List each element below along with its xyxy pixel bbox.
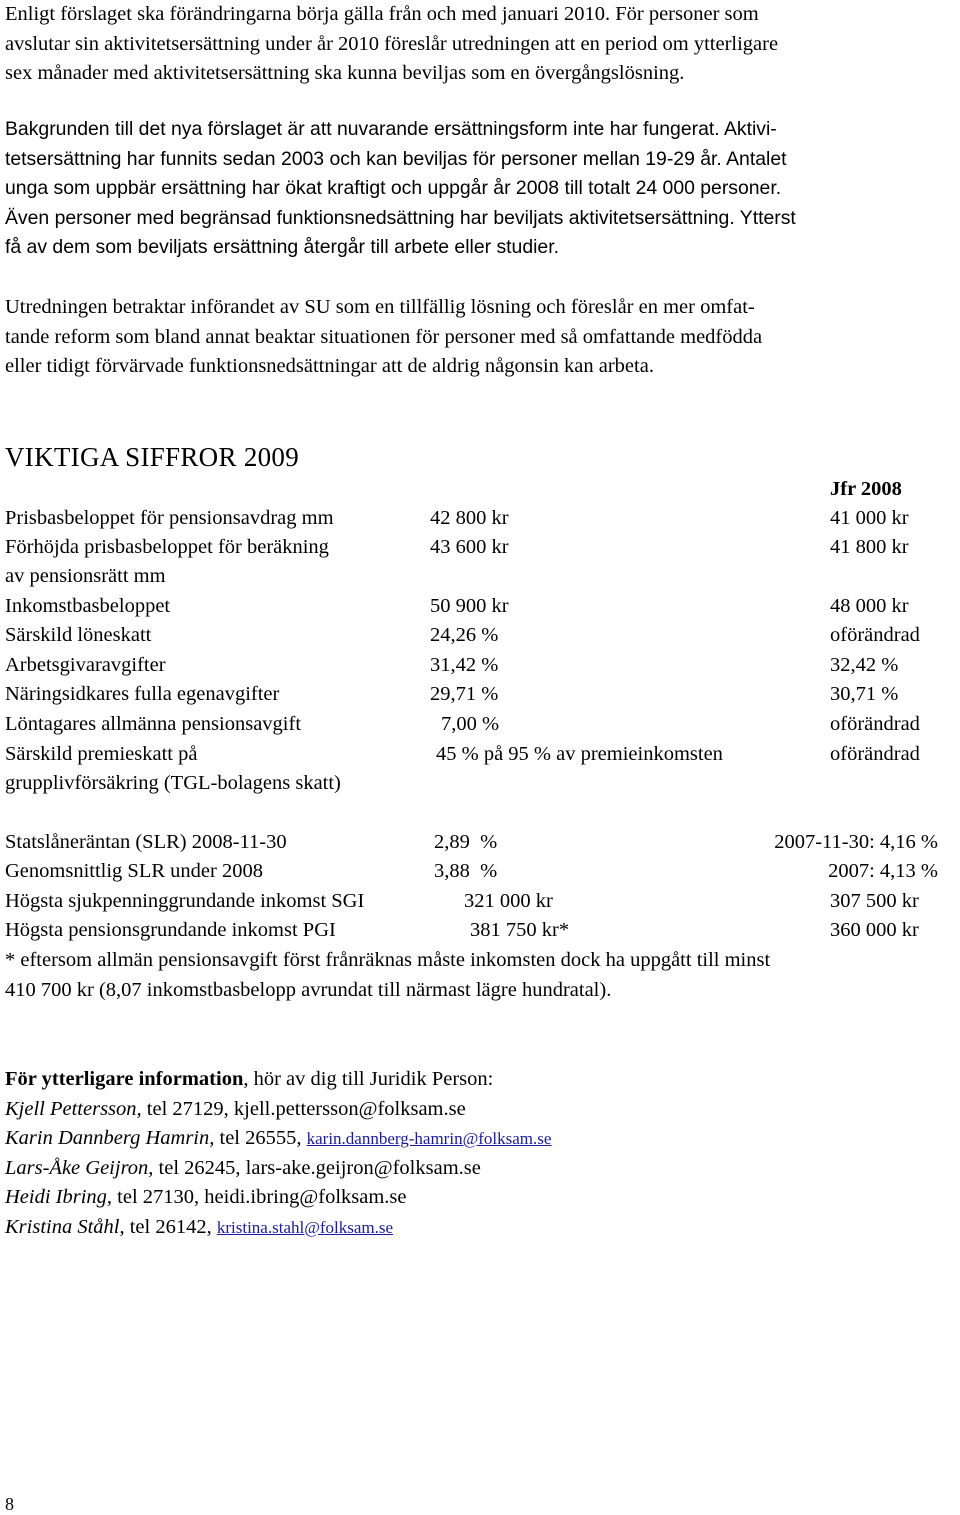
footnote-line: 410 700 kr (8,07 inkomstbasbelopp avrundat till närmast lägre hundratal).	[5, 978, 612, 1001]
contact-details: tel 27129, kjell.pettersson@folksam.se	[141, 1097, 466, 1120]
contacts-intro	[5, 1065, 955, 1095]
intro-line: avslutar sin aktivitetsersättning under år 2010 föreslår utredningen att en period om ytterligare	[5, 32, 779, 55]
background-line: Även personer med begränsad funktionsnedsättning har beviljats aktivitetsersättning. Ytterst	[5, 206, 796, 229]
row-label-continued: av pensionsrätt mm	[5, 565, 166, 587]
contacts-section	[5, 1065, 955, 1242]
row-compare: oförändrad	[830, 743, 920, 765]
background-line: få av dem som beviljats ersättning återgår till arbete eller studier.	[5, 236, 559, 258]
row-label: Särskild premieskatt på	[5, 743, 198, 765]
row-compare: oförändrad	[830, 713, 920, 735]
row-label: Inkomstbasbeloppet	[5, 595, 171, 617]
row-label: Näringsidkares fulla egenavgifter	[5, 683, 280, 705]
footnote	[5, 946, 955, 1005]
contact-item	[5, 1183, 955, 1213]
row-value: 7,00 %	[441, 713, 500, 735]
row-compare: 30,71 %	[830, 683, 899, 705]
compare-column-header: Jfr 2008	[830, 478, 902, 500]
figures-heading: VIKTIGA SIFFROR 2009	[5, 442, 300, 472]
row-label: Prisbasbeloppet för pensionsavdrag mm	[5, 507, 334, 529]
row-label: Särskild löneskatt	[5, 624, 152, 646]
row-value: 45 % på 95 % av premieinkomsten	[436, 743, 723, 765]
contact-name: Kjell Pettersson,	[5, 1097, 142, 1120]
row-value: 42 800 kr	[430, 507, 509, 529]
row-compare: 2007-11-30: 4,16 %	[774, 831, 938, 853]
row-compare: 32,42 %	[830, 654, 899, 676]
row-compare: oförändrad	[830, 624, 920, 646]
inquiry-line: Utredningen betraktar införandet av SU som en tillfällig lösning och föreslår en mer omfat-	[5, 296, 755, 318]
inquiry-line: tande reform som bland annat beaktar situationen för personer med så omfattande medfödda	[5, 325, 763, 348]
row-label: Genomsnittlig SLR under 2008	[5, 860, 263, 882]
row-value: 43 600 kr	[430, 536, 509, 558]
footnote-line: * eftersom allmän pensionsavgift först frånräknas måste inkomsten dock ha uppgått till minst	[5, 949, 771, 971]
contact-details: tel 26555,	[214, 1127, 307, 1149]
contact-details: , tel 26245, lars-ake.geijron@folksam.se	[148, 1156, 481, 1179]
row-label: Förhöjda prisbasbeloppet för beräkning	[5, 536, 329, 558]
row-compare: 41 000 kr	[830, 507, 909, 529]
row-value: 2,89 %	[434, 831, 498, 853]
contact-item	[5, 1095, 955, 1125]
row-value: 381 750 kr*	[470, 919, 570, 941]
intro-line: sex månader med aktivitetsersättning ska kunna beviljas som en övergångslösning.	[5, 62, 685, 84]
row-compare: 2007: 4,13 %	[828, 860, 938, 882]
contact-item	[5, 1124, 955, 1154]
background-line: Bakgrunden till det nya förslaget är att nuvarande ersättningsform inte har fungerat. Aktivi-	[5, 118, 777, 140]
row-compare: 41 800 kr	[830, 536, 909, 558]
inquiry-line: eller tidigt förvärvade funktionsnedsättningar att de aldrig någonsin kan arbeta.	[5, 355, 654, 377]
row-value: 50 900 kr	[430, 595, 509, 617]
contact-email-link[interactable]: karin.dannberg-hamrin@folksam.se	[306, 1129, 552, 1148]
contact-item	[5, 1213, 955, 1243]
contacts-intro-rest: , hör av dig till Juridik Person:	[243, 1068, 494, 1090]
contact-details: , tel 27130, heidi.ibring@folksam.se	[106, 1186, 407, 1208]
row-value: 29,71 %	[430, 683, 499, 705]
row-label: Löntagares allmänna pensionsavgift	[5, 713, 302, 735]
row-label: Högsta pensionsgrundande inkomst PGI	[5, 919, 336, 941]
background-line: tetsersättning har funnits sedan 2003 och kan beviljas för personer mellan 19-29 år. Antalet	[5, 147, 787, 170]
page-number: 8	[5, 1494, 14, 1514]
row-label: Statslåneräntan (SLR) 2008-11-30	[5, 831, 287, 853]
contacts-intro-bold: För ytterligare information	[5, 1068, 244, 1090]
row-value: 321 000 kr	[464, 890, 553, 912]
row-value: 24,26 %	[430, 624, 499, 646]
contact-item	[5, 1154, 955, 1184]
background-paragraph	[5, 115, 955, 263]
row-label-continued: grupplivförsäkring (TGL-bolagens skatt)	[5, 772, 341, 794]
row-value: 3,88 %	[434, 860, 498, 882]
contact-email-link[interactable]: kristina.stahl@folksam.se	[216, 1217, 394, 1237]
inquiry-paragraph	[5, 293, 955, 382]
background-line: unga som uppbär ersättning har ökat kraftigt och uppgår år 2008 till totalt 24 000 personer.	[5, 177, 782, 199]
row-value: 31,42 %	[430, 654, 499, 676]
row-compare: 307 500 kr	[830, 890, 919, 912]
contact-name: Kristina Ståhl	[5, 1215, 120, 1238]
intro-line: Enligt förslaget ska förändringarna börja gälla från och med januari 2010. För personer som	[5, 3, 759, 25]
contact-name: Karin Dannberg Hamrin,	[5, 1127, 215, 1149]
contact-name: Lars-Åke Geijron	[5, 1156, 149, 1179]
row-compare: 360 000 kr	[830, 919, 919, 941]
intro-paragraph	[5, 0, 955, 89]
contact-name: Heidi Ibring	[5, 1186, 107, 1208]
contact-details: , tel 26142,	[119, 1215, 217, 1238]
row-label: Högsta sjukpenninggrundande inkomst SGI	[5, 890, 365, 912]
row-compare: 48 000 kr	[830, 595, 909, 617]
row-label: Arbetsgivaravgifter	[5, 654, 166, 676]
